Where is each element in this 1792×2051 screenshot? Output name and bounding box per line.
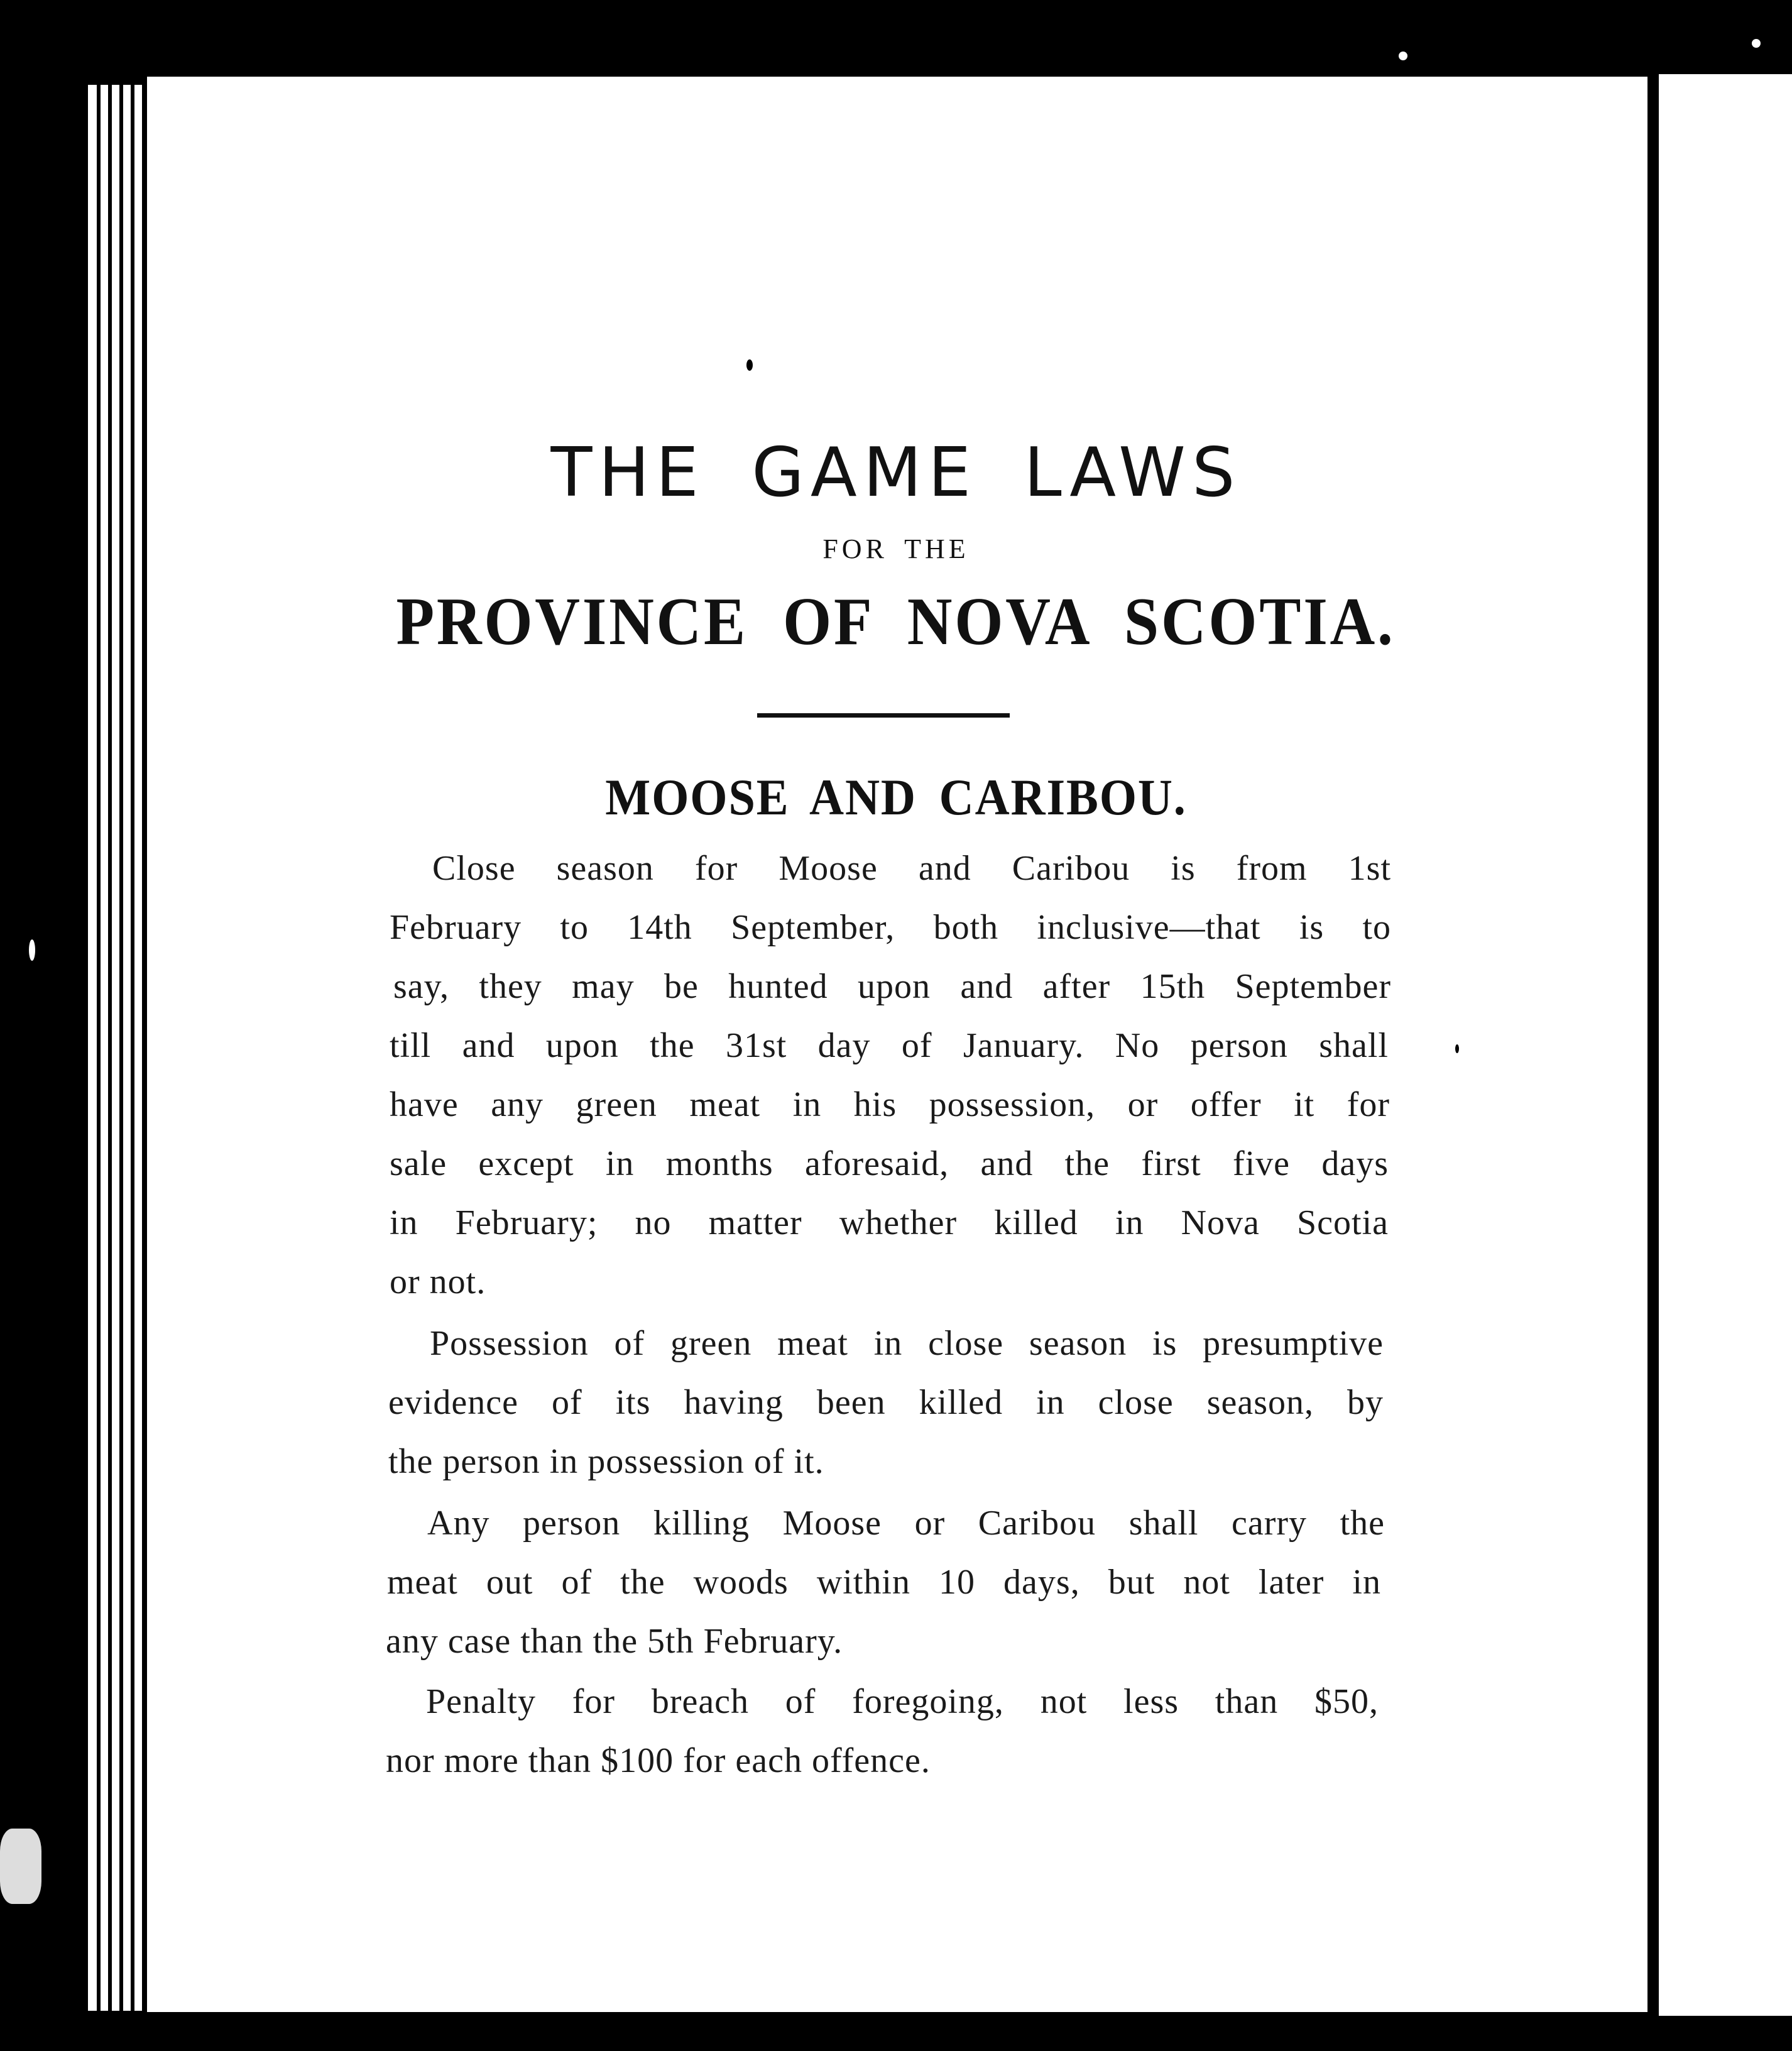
paragraph-line: Close season for Moose and Caribou is from 1st [432, 849, 1391, 888]
page-edge [134, 85, 142, 2011]
paragraph-line: say, they may be hunted upon and after 15th September [393, 967, 1391, 1006]
ink-speck [1455, 1044, 1459, 1053]
ink-speck [29, 939, 35, 961]
page-edge [88, 85, 97, 2011]
page-edge [112, 85, 119, 2011]
title-divider [757, 713, 1010, 718]
paragraph-line: February to 14th September, both inclusive—that is to [390, 908, 1391, 947]
ink-speck [746, 359, 753, 371]
page-edge [123, 85, 131, 2011]
paragraph-line: till and upon the 31st day of January. No person shall [390, 1026, 1389, 1065]
section-heading: MOOSE AND CARIBOU. [605, 768, 1187, 826]
page-edge [101, 85, 108, 2011]
document-subtitle: FOR THE [822, 533, 970, 564]
right-page-edge [1659, 74, 1792, 2016]
paragraph-line: Possession of green meat in close season is presumptive [430, 1324, 1384, 1363]
paragraph-line: in February; no matter whether killed in Nova Scotia [390, 1203, 1389, 1242]
paragraph-line: Any person killing Moose or Caribou shall carry the [427, 1504, 1385, 1543]
paragraph-line: have any green meat in his possession, or offer it for [390, 1085, 1390, 1124]
ink-speck [0, 1829, 41, 1904]
paragraph-line: or not. [390, 1262, 486, 1301]
ink-speck [1399, 52, 1407, 60]
paragraph-line: sale except in months aforesaid, and the first five days [390, 1144, 1389, 1183]
ink-speck [1752, 39, 1761, 48]
paragraph-line: nor more than $100 for each offence. [386, 1741, 931, 1780]
document-province-title: PROVINCE OF NOVA SCOTIA. [396, 584, 1396, 659]
paragraph-line: the person in possession of it. [388, 1442, 824, 1481]
paragraph-line: evidence of its having been killed in close season, by [388, 1383, 1384, 1422]
book-gutter [1647, 82, 1659, 2014]
document-title: THE GAME LAWS [550, 434, 1242, 512]
paragraph-line: Penalty for breach of foregoing, not less than $50, [426, 1682, 1379, 1721]
paragraph-line: meat out of the woods within 10 days, but not later in [387, 1563, 1381, 1602]
paragraph-line: any case than the 5th February. [386, 1622, 843, 1661]
